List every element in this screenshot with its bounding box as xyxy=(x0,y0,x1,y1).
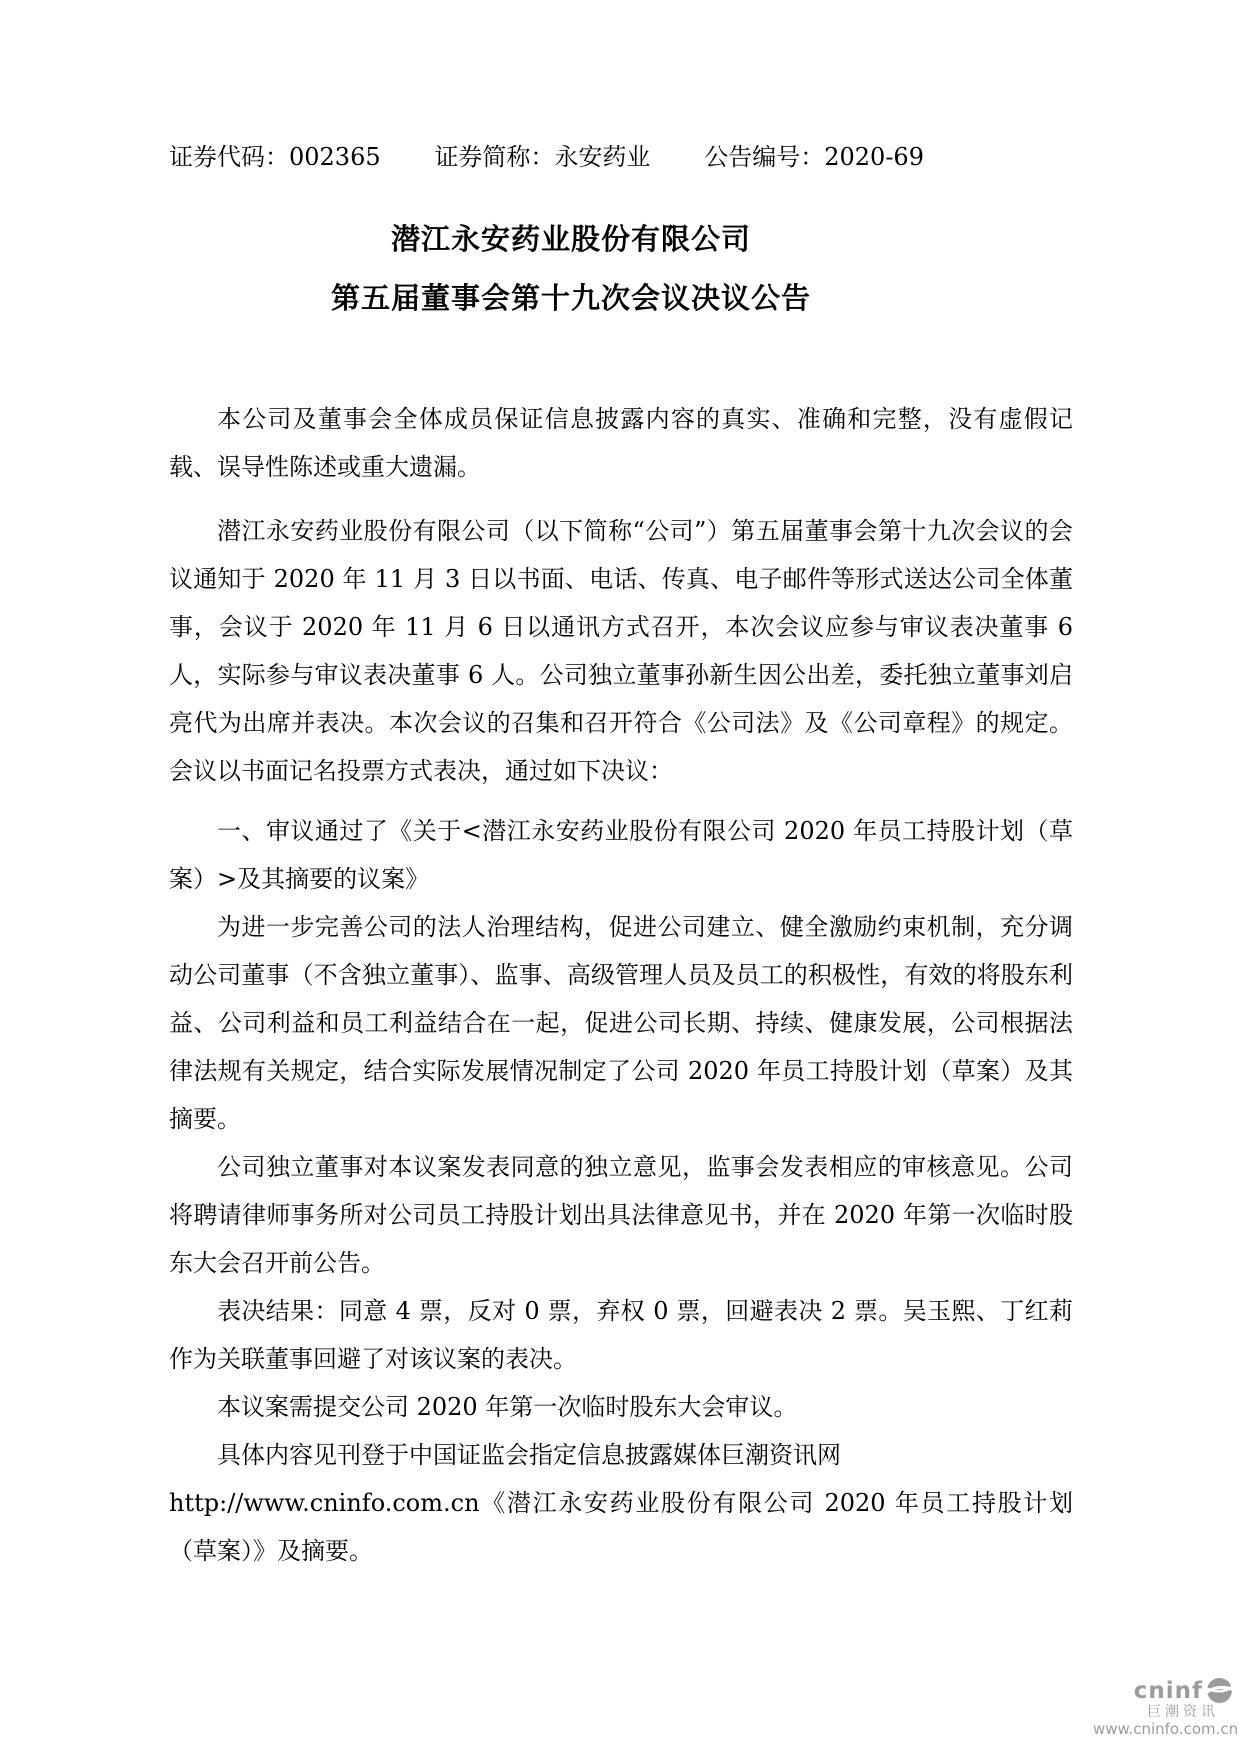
paragraph-url-line: http://www.cninfo.com.cn《潜江永安药业股份有限公司 2020 年员工持股计划（草案）》及摘要。 xyxy=(169,1489,1073,1565)
cninfo-site-name: 巨潮资讯 xyxy=(1147,1704,1219,1720)
stock-short-name: 证券简称：永安药业 xyxy=(434,143,651,171)
doc-body xyxy=(169,395,1073,1575)
stock-code: 证券代码：002365 xyxy=(169,143,381,171)
cninfo-url: www.cninfo.com.cn xyxy=(1093,1720,1239,1738)
doc-header xyxy=(169,141,1072,173)
title-block xyxy=(169,210,1073,328)
company-title: 潜江永安药业股份有限公司 xyxy=(390,222,751,256)
cninfo-brand-text: cninf xyxy=(1133,1677,1203,1704)
paragraph-submission: 本议案需提交公司 2020 年第一次临时股东大会审议。 xyxy=(217,1393,798,1421)
paragraph-purpose: 为进一步完善公司的法人治理结构，促进公司建立、健全激励约束机制，充分调动公司董事（不含独立董事）、监事、高级管理人员及员工的积极性，有效的将股东利益、公司利益和员工利益结合在一起，促进公司长期、持续、健康发展，公司根据法律法规有关规定，结合实际发展情况制定了公司 2020 年员工持股计划（草案）及其摘要。 xyxy=(169,913,1073,1133)
paragraph-voting-result: 表决结果：同意 4 票，反对 0 票，弃权 0 票，回避表决 2 票。吴玉熙、丁红莉作为关联董事回避了对该议案的表决。 xyxy=(169,1297,1073,1373)
paragraph-resolution-item: 一、审议通过了《关于<潜江永安药业股份有限公司 2020 年员工持股计划（草案）>及其摘要的议案》 xyxy=(169,817,1073,893)
announcement-number: 公告编号：2020-69 xyxy=(704,143,924,171)
cninfo-logo xyxy=(1093,1677,1239,1738)
paragraph-disclaimer: 本公司及董事会全体成员保证信息披露内容的真实、准确和完整，没有虚假记载、误导性陈述或重大遗漏。 xyxy=(169,405,1073,481)
cninfo-globe-icon xyxy=(1206,1677,1233,1704)
paragraph-media-notice: 具体内容见刊登于中国证监会指定信息披露媒体巨潮资讯网 xyxy=(217,1441,841,1469)
paragraph-opinions: 公司独立董事对本议案发表同意的独立意见，监事会发表相应的审核意见。公司将聘请律师事务所对公司员工持股计划出具法律意见书，并在 2020 年第一次临时股东大会召开前公告。 xyxy=(169,1153,1073,1277)
meeting-title: 第五届董事会第十九次会议决议公告 xyxy=(330,281,811,315)
cninfo-logo-row xyxy=(1093,1677,1233,1704)
paragraph-meeting-info: 潜江永安药业股份有限公司（以下简称“公司”）第五届董事会第十九次会议的会议通知于 2020 年 11 月 3 日以书面、电话、传真、电子邮件等形式送达公司全体董事，会议于 2020 年 11 月 6 日以通讯方式召开，本次会议应参与审议表决董事 6 人，实际参与审议表决董事 6 人。公司独立董事孙新生因公出差，委托独立董事刘启亮代为出席并表决。本次会议的召集和召开符合《公司法》及《公司章程》的规定。会议以书面记名投票方式表决，通过如下决议： xyxy=(169,517,1073,785)
